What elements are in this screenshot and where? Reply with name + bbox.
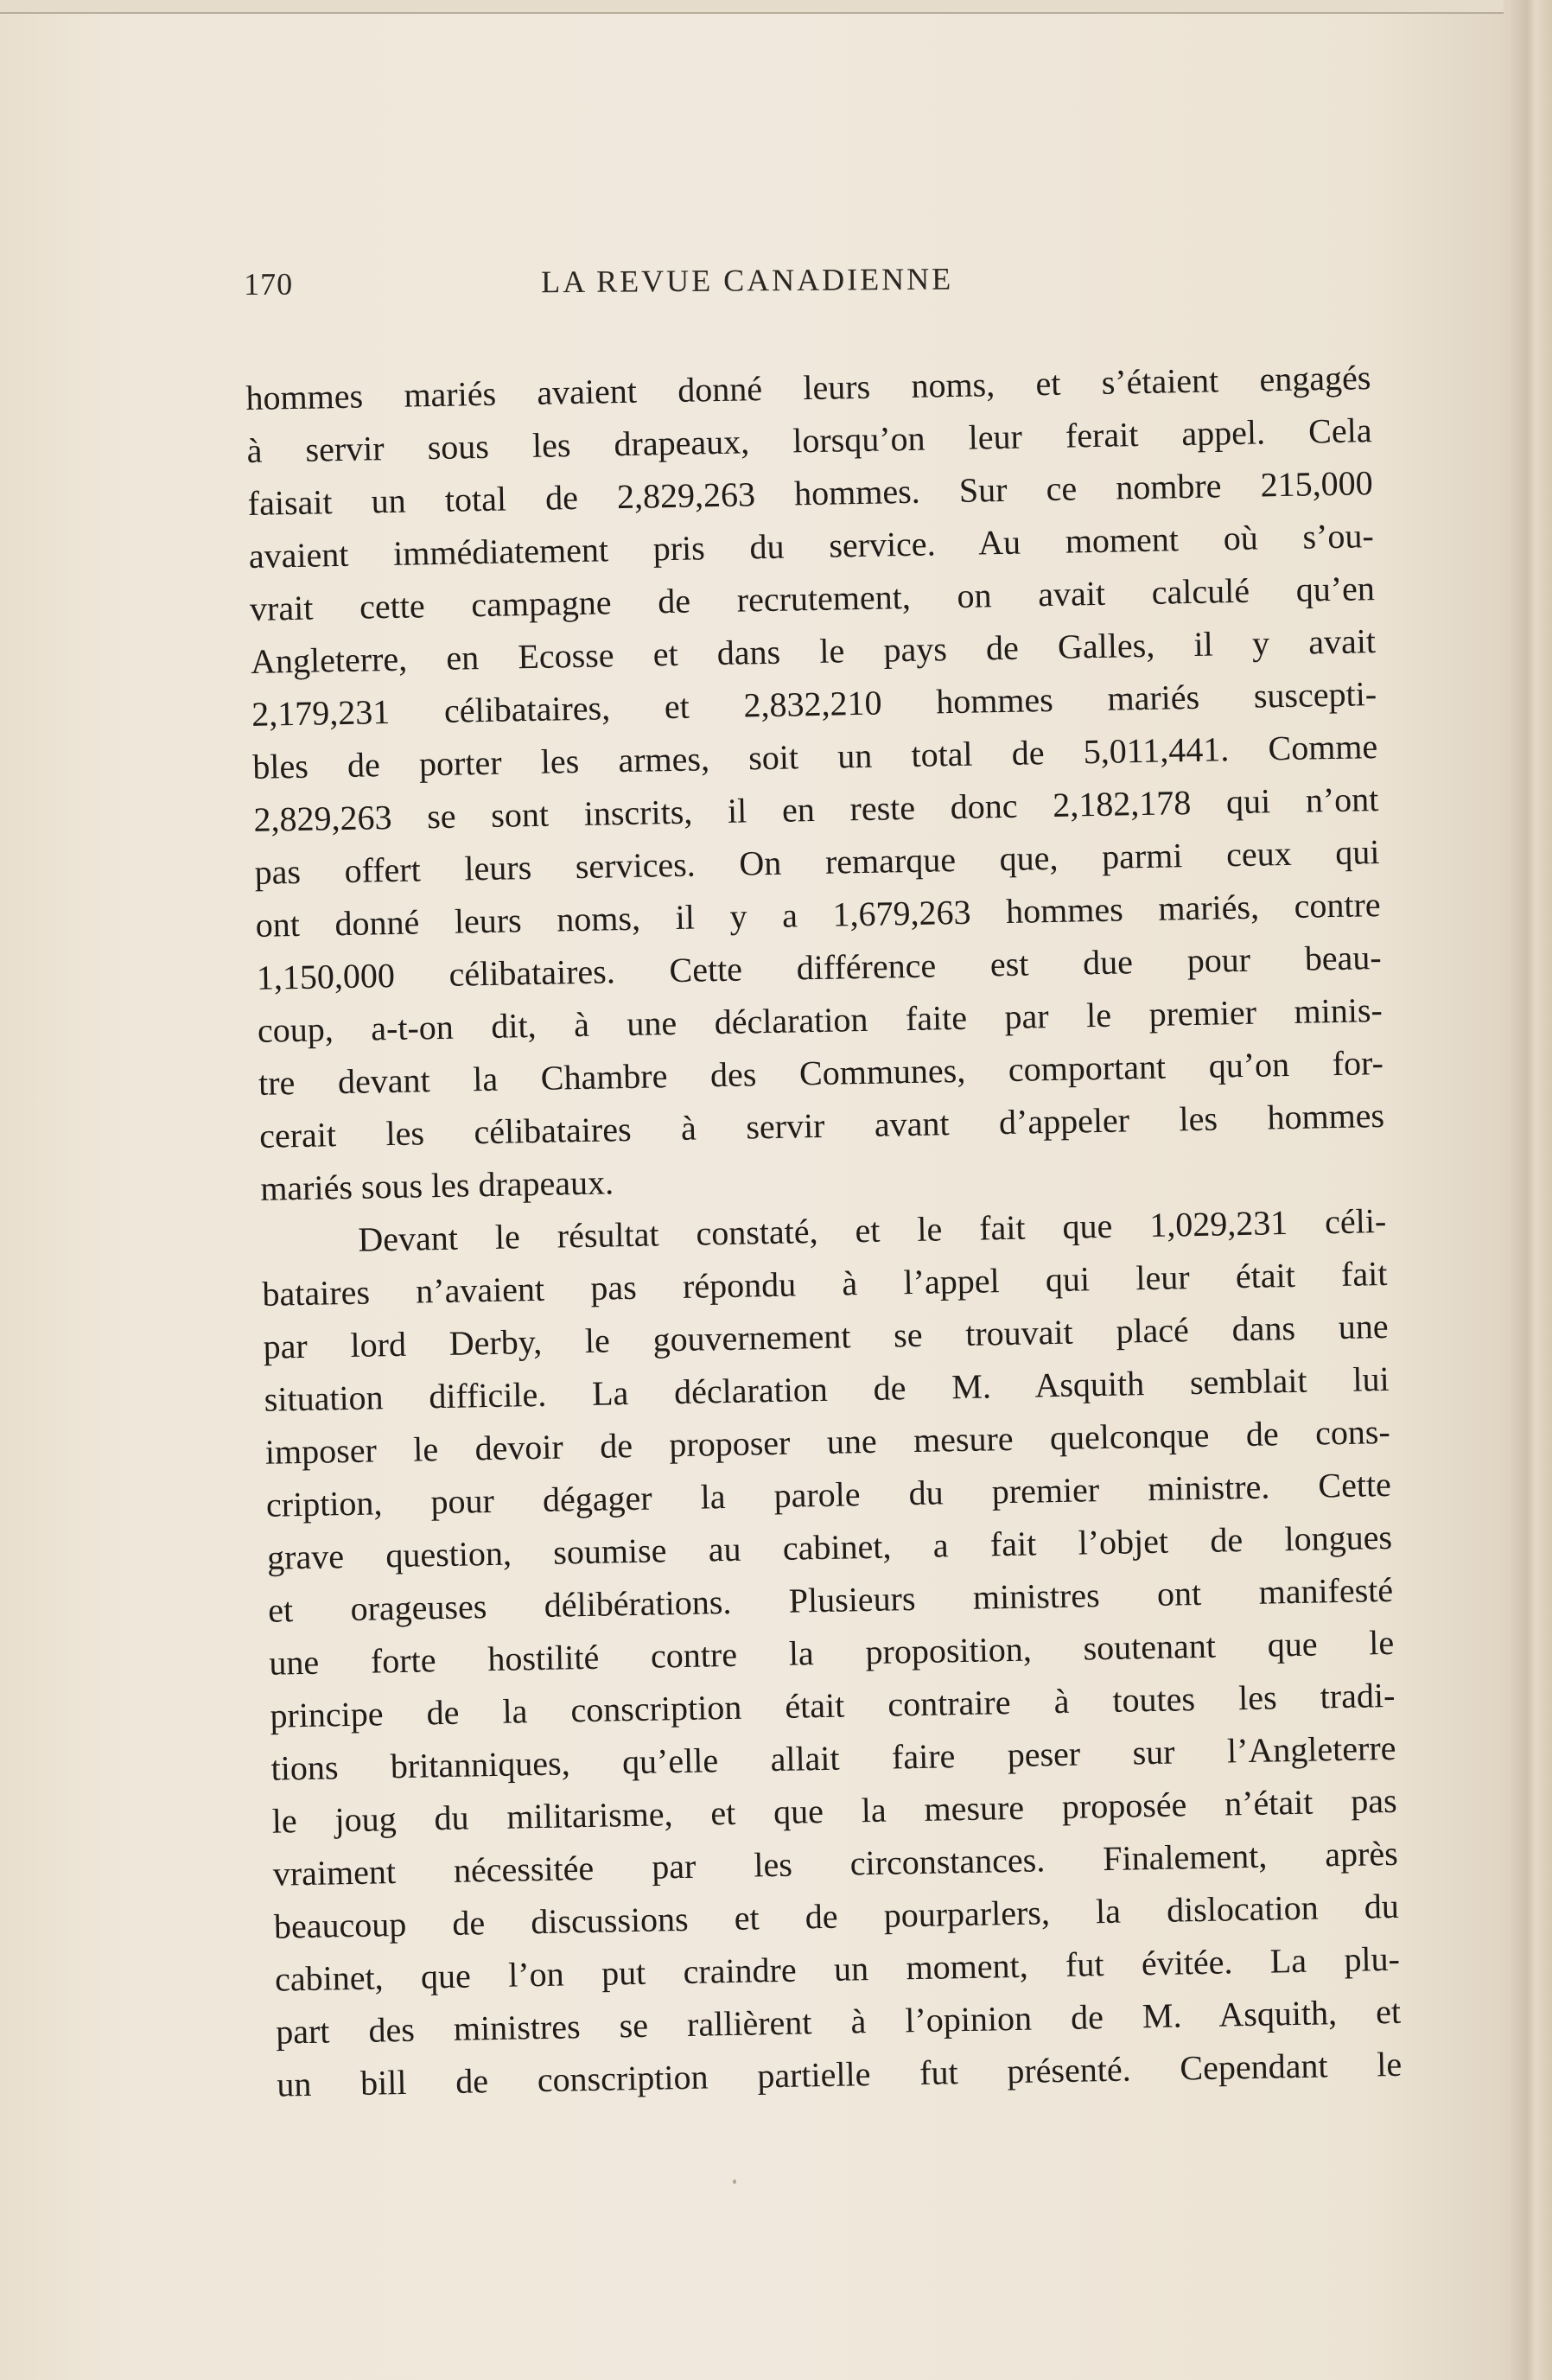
- text-line: beaucoup de discussions et de pourparlers, la dislocation du: [273, 1886, 1400, 1946]
- text-line: 2,179,231 célibataires, et 2,832,210 hommes mariés suscepti-: [251, 674, 1377, 734]
- text-line: hommes mariés avaient donné leurs noms, et s’étaient engagés: [245, 358, 1371, 417]
- paper-speck: [733, 2180, 736, 2184]
- text-line: vrait cette campagne de recrutement, on avait calculé qu’en: [249, 569, 1376, 628]
- text-line: et orageuses délibérations. Plusieurs ministres ont manifesté: [267, 1569, 1394, 1630]
- page-binding-edge: [1511, 0, 1552, 2380]
- text-line: cerait les célibataires à servir avant d’appeler les hommes: [258, 1095, 1385, 1155]
- text-line: tions britanniques, qu’elle allait faire peser sur l’Angleterre: [270, 1728, 1396, 1788]
- paragraph-end-line: mariés sous les drapeaux.: [259, 1162, 614, 1208]
- text-line: avaient immédiatement pris du service. Au moment où s’ou-: [248, 516, 1375, 576]
- text-line: 2,829,263 se sont inscrits, il en reste donc 2,182,178 qui n’ont: [253, 780, 1379, 839]
- text-line: principe de la conscription était contraire à toutes les tradi-: [270, 1675, 1396, 1735]
- text-line: bataires n’avaient pas répondu à l’appel qui leur était fait: [262, 1253, 1388, 1314]
- text-line: imposer le devoir de proposer une mesure quelconque de cons-: [264, 1411, 1391, 1472]
- text-line: coup, a-t-on dit, à une déclaration faite par le premier minis-: [257, 990, 1383, 1050]
- text-line: 1,150,000 célibataires. Cette différence est due pour beau-: [256, 938, 1383, 997]
- text-line: un bill de conscription partielle fut présenté. Cependant le: [276, 2044, 1403, 2104]
- page-number: 170: [244, 266, 294, 302]
- text-line: cabinet, que l’on put craindre un moment, fut évitée. La plu-: [274, 1938, 1401, 1999]
- running-head: [244, 260, 1056, 313]
- text-line: cription, pour dégager la parole du premier ministre. Cette: [265, 1464, 1392, 1524]
- text-line: pas offert leurs services. On remarque que, parmi ceux qui: [254, 832, 1380, 892]
- journal-title: LA REVUE CANADIENNE: [540, 261, 954, 300]
- page-top-edge: [0, 0, 1504, 14]
- text-line: faisait un total de 2,829,263 hommes. Sur ce nombre 215,000: [247, 463, 1373, 523]
- text-line: le joug du militarisme, et que la mesure proposée n’était pas: [271, 1780, 1397, 1841]
- text-line: ont donné leurs noms, il y a 1,679,263 hommes mariés, contre: [255, 885, 1381, 945]
- text-line: vraiment nécessitée par les circonstances. Finalement, après: [272, 1833, 1399, 1893]
- text-line: à servir sous les drapeaux, lorsqu’on leur ferait appel. Cela: [246, 410, 1372, 470]
- text-line: grave question, soumise au cabinet, a fait l’objet de longues: [266, 1517, 1393, 1577]
- text-line: part des ministres se rallièrent à l’opinion de M. Asquith, et: [275, 1991, 1402, 2052]
- text-line: tre devant la Chambre des Communes, comportant qu’on for-: [258, 1043, 1384, 1103]
- body-text: [245, 351, 1401, 2110]
- text-line: bles de porter les armes, soit un total de 5,011,441. Comme: [251, 727, 1378, 786]
- paragraph-start-line: Devant le résultat constaté, et le fait que 1,029,231 céli-: [358, 1200, 1387, 1259]
- text-line: une forte hostilité contre la proposition, soutenant que le: [268, 1622, 1395, 1683]
- text-line: Angleterre, en Ecosse et dans le pays de Galles, il y avait: [250, 621, 1377, 681]
- text-line: par lord Derby, le gouvernement se trouvait placé dans une: [263, 1306, 1389, 1366]
- text-line: situation difficile. La déclaration de M. Asquith semblait lui: [264, 1359, 1390, 1419]
